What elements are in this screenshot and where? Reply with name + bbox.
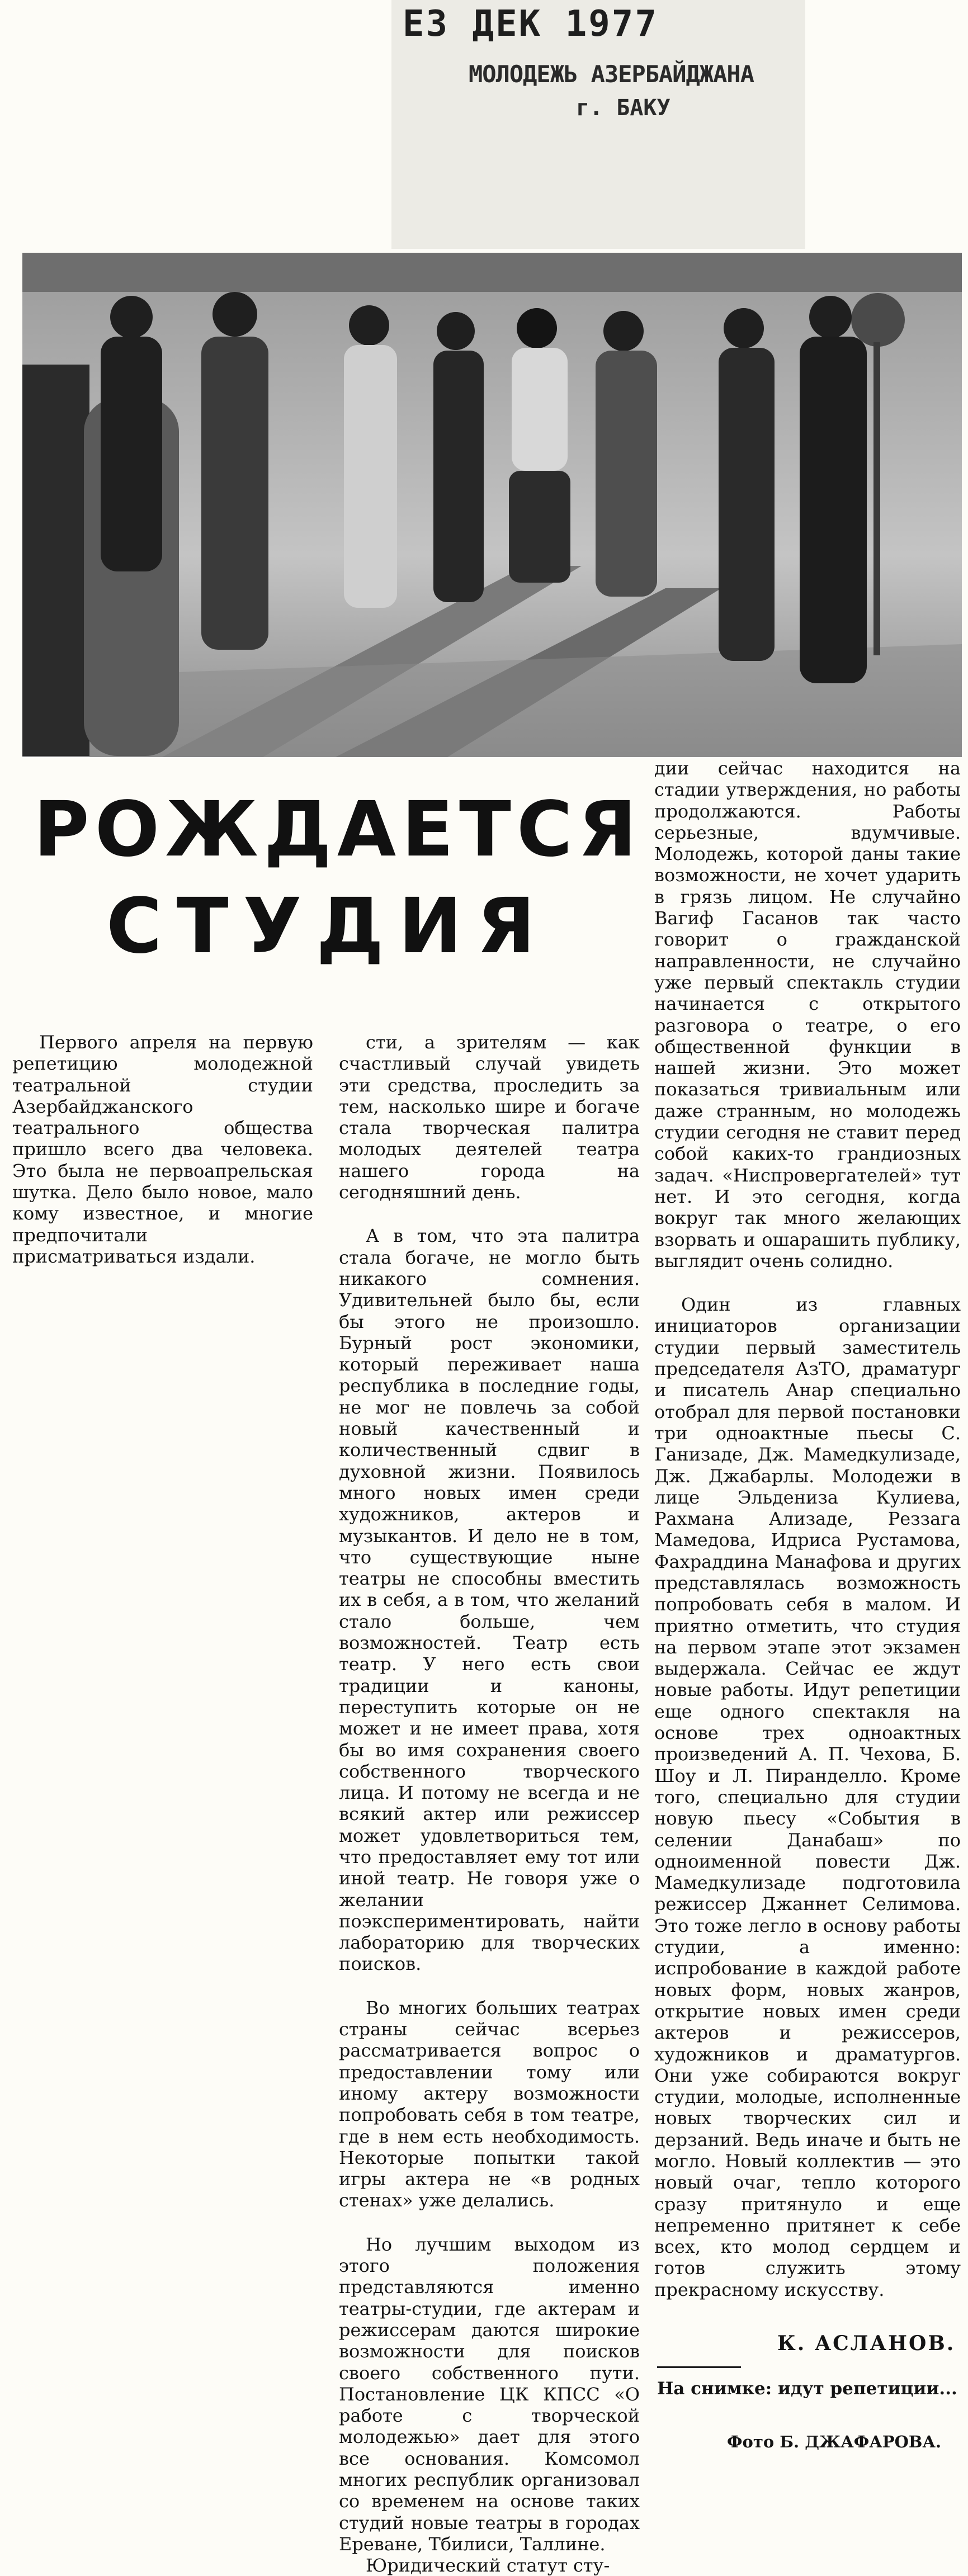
article-column-3 xyxy=(654,758,961,2300)
paragraph: дии сейчас находится на стадии утверждения, но работы продолжаются. Работы серьезные, вдумчивые. Молодежь, которой даны такие возможности, не хочет ударить в грязь лицом. Не случайно Вагиф Гасанов так часто говорит о гражданской направленности, не случайно уже первый спектакль студии начинается с открытого разговора о театре, о его общественной функции в нашей жизни. Это может показаться тривиальным или даже странным, но молодежь студии сегодня не ставит перед собой каких-то грандиозных задач. «Ниспровергателей» тут нет. И это сегодня, когда вокруг так много желающих взорвать и ошарашить публику, выглядит очень солидно. xyxy=(654,758,961,1272)
paragraph: Во многих больших театрах страны сейчас всерьез рассматривается вопрос о предоставлении тому или иному актеру возможности попробовать себя в том театре, где в нем есть необходимость. Некоторые попытки такой игры актера не «в родных стенах» уже делались. xyxy=(339,1997,640,2211)
paragraph: А в том, что эта палитра стала богаче, не могло быть никакого сомнения. Удивительней было бы, если бы этого не произошло. Бурный рост экономики, который переживает наша республика в последние годы, не мог не повлечь за собой новый качественный и количественный сдвиг в духовной жизни. Появилось много новых имен среди художников, актеров и музыкантов. И дело не в том, что существующие ныне театры не способны вместить их в себя, а в том, что желаний стало больше, чем возможностей. Театр есть театр. У него есть свои традиции и каноны, переступить которые он не может и не имеет права, хотя бы во имя сохранения своего собственного творческого лица. И потому не всегда и не всякий актер или режиссер может удовлетвориться тем, что предоставляет ему тот или иной театр. Не говоря уже о желании поэкспериментировать, найти лабораторию для творческих поисков. xyxy=(339,1225,640,1975)
article-column-2 xyxy=(339,1032,640,2576)
photo-credit: Фото Б. ДЖАФАРОВА. xyxy=(727,2432,942,2451)
divider xyxy=(657,2366,741,2368)
paragraph: сти, а зрителям — как счастливый случай увидеть эти средства, проследить за тем, насколько шире и богаче стала творческая палитра молодых деятелей театра нашего города на сегодняшний день. xyxy=(339,1032,640,1203)
paragraph: Первого апреля на первую репетицию молодежной театральной студии Азербайджанского театрального общества пришло всего два человека. Это была не первоапрельская шутка. Дело было новое, мало кому известное, и многие предпочитали присматриваться издали. xyxy=(12,1032,313,1267)
photo-caption: На снимке: идут репетиции... xyxy=(657,2379,957,2399)
paragraph: Один из главных инициаторов организации студии первый заместитель председателя АзТО, драматург и писатель Анар специально отобрал для первой постановки три одноактные пьесы С. Ганизаде, Дж. Мамедкулизаде, Дж. Джабарлы. Молодежи в лице Эльдениза Кулиева, Рахмана Ализаде, Реззага Мамедова, Идриса Рустамова, Фахраддина Манафова и других представлялась возможность попробовать себя в малом. И приятно отметить, что студия на первом этапе этот экзамен выдержала. Сейчас ее ждут новые работы. Идут репетиции еще одного спектакля на основе трех одноактных произведений А. П. Чехова, Б. Шоу и Л. Пиранделло. Кроме того, специально для студии новую пьесу «События в селении Данабаш» по одноименной повести Дж. Мамедкулизаде подготовила режиссер Джаннет Селимова. Это тоже легло в основу работы студии, а именно: испробование в каждой работе новых форм, новых жанров, открытие новых имен среди актеров и режиссеров, художников и драматургов. Они уже собираются вокруг студии, молодые, исполненные новых творческих сил и дерзаний. Ведь иначе и быть не могло. Новый коллектив — это новый очаг, тепло которого сразу притянуло и еще непременно притянет к себе всех, кто молод сердцем и готов служить этому прекрасному искусству. xyxy=(654,1294,961,2300)
paragraph: Юридический статут сту- xyxy=(366,2555,610,2576)
headline-line-1: РОЖДАЕТСЯ xyxy=(34,786,643,874)
stamp-date: Е3 ДЕК 1977 xyxy=(403,3,658,45)
stamp-newspaper-name: МОЛОДЕЖЬ АЗЕРБАЙДЖАНА xyxy=(469,60,754,88)
author-byline: К. АСЛАНОВ. xyxy=(777,2332,956,2355)
paragraph: Но лучшим выходом из этого положения представляются именно театры-студии, где актерам и режиссерам даются широкие возможности для поисков своего собственного пути. Постановление ЦК КПСС «О работе с творческой молодежью» дает для этого все основания. Комсомол многих республик организовал со временем на основе таких студий новые театры в городах Ереване, Тбилиси, Таллине. xyxy=(339,2233,640,2555)
headline-line-2: СТУДИЯ xyxy=(106,882,550,971)
article-column-1 xyxy=(12,1032,313,1267)
rehearsal-photo xyxy=(22,253,962,757)
stamp-city: г. БАКУ xyxy=(576,95,670,121)
